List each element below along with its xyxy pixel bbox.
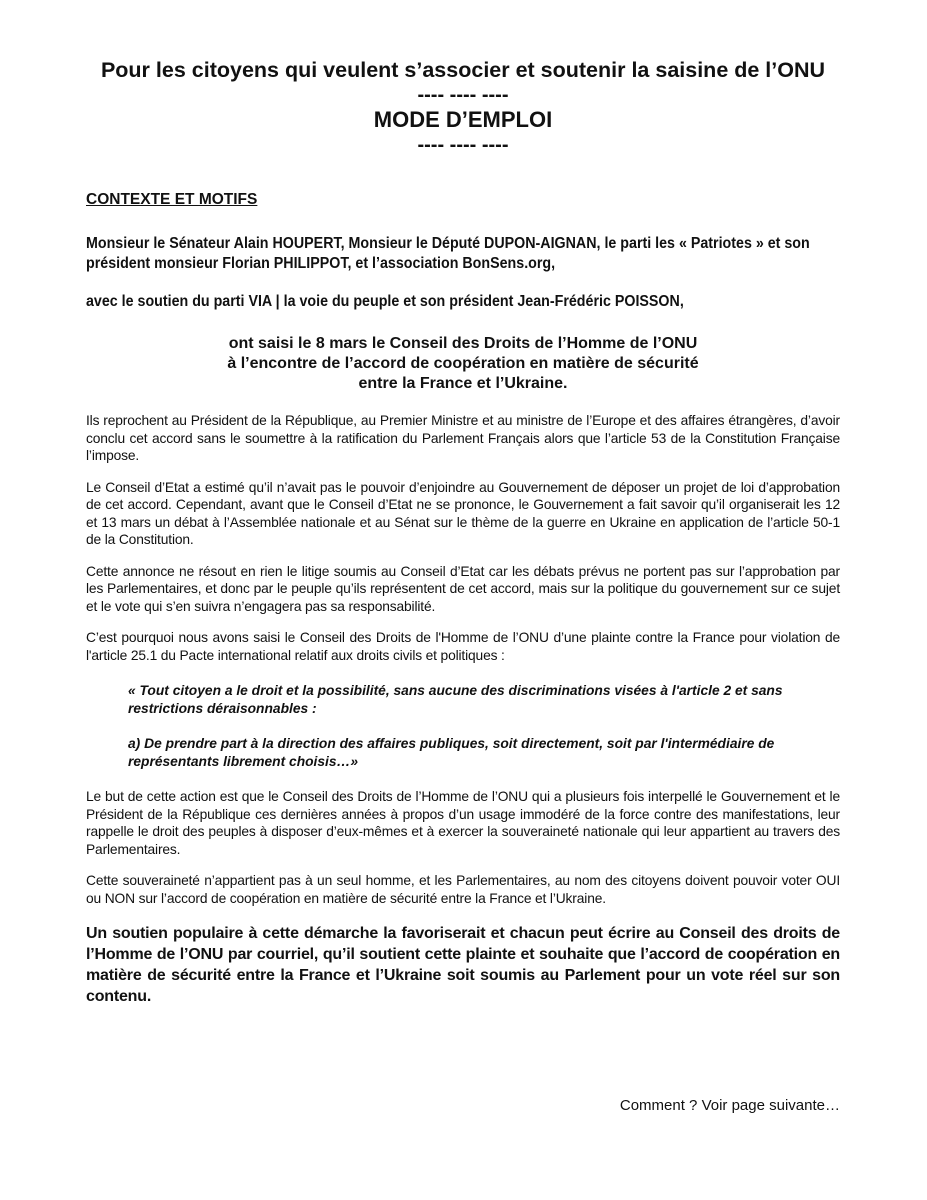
conclusion-call-to-action: Un soutien populaire à cette démarche la favoriserait et chacun peut écrire au Conseil des droits de l’Homme de l’ONU par courriel, qu’il soutient cette plainte et souhaite que l’accord de coopération en matière de sécurité entre la France et l’Ukraine soit soumis au Parlement pour un vote réel sur son contenu. (86, 925, 840, 1005)
document-page (86, 56, 840, 1007)
centered-line: ont saisi le 8 mars le Conseil des Droits de l’Homme de l’ONU (228, 335, 698, 352)
intro-signatories: Monsieur le Sénateur Alain HOUPERT, Monsieur le Député DUPON-AIGNAN, le parti les « Patriotes » et son président monsieur Florian PHILIPPOT, et l’association BonSens.org, (86, 235, 810, 272)
next-page-note: Comment ? Voir page suivante… (619, 1097, 840, 1114)
body-paragraph: Le Conseil d’Etat a estimé qu’il n’avait pas le pouvoir d’enjoindre au Gouvernement de déposer un projet de loi d’approbation de cet accord. Cependant, avant que le Conseil d’Etat ne se prononce, le Gouvernement a fait savoir qu’il organiserait les 12 et 13 mars un débat à l’Assemblée nationale et au Sénat sur le thème de la guerre en Ukraine en application de l’article 50-1 de la Constitution. (86, 479, 840, 547)
body-paragraph: Ils reprochent au Président de la République, au Premier Ministre et au ministre de l’Europe et des affaires étrangères, d’avoir conclu cet accord sans le soumettre à la ratification du Parlement Français alors que l’article 53 de la Constitution Française l’impose. (86, 413, 840, 463)
centered-line: à l’encontre de l’accord de coopération en matière de sécurité (227, 355, 699, 372)
document-title: Pour les citoyens qui veulent s’associer et soutenir la saisine de l’ONU (100, 58, 826, 82)
intro-support: avec le soutien du parti VIA | la voie du peuple et son président Jean-Frédéric POISSON, (86, 293, 684, 310)
body-paragraph: Cette annonce ne résout en rien le litige soumis au Conseil d’Etat car les débats prévus ne portent pas sur l’approbation par les Parlementaires, et donc par le peuple qu’ils représentent de cet accord, mais sur la politique du gouvernement sur ce sujet et le vote qui s’en suivra n’engagera pas sa responsabilité. (86, 563, 840, 614)
document-subtitle: MODE D’EMPLOI (373, 107, 553, 132)
body-paragraph: C’est pourquoi nous avons saisi le Conseil des Droits de l'Homme de l’ONU d’une plainte contre la France pour violation de l'article 25.1 du Pacte international relatif aux droits civils et politiques : (86, 630, 840, 663)
title-separator-bottom: ---- ---- ---- (417, 134, 509, 156)
title-separator-top: ---- ---- ---- (417, 84, 509, 106)
centered-statement (86, 334, 840, 394)
section-heading: CONTEXTE ET MOTIFS (86, 191, 258, 208)
quote-article-intro: « Tout citoyen a le droit et la possibilité, sans aucune des discriminations visées à l'article 2 et sans restrictions déraisonnables : (128, 683, 783, 716)
centered-line: entre la France et l’Ukraine. (358, 375, 568, 392)
quote-article-point-a: a) De prendre part à la direction des affaires publiques, soit directement, soit par l'intermédiaire de représentants librement choisis…» (128, 736, 775, 769)
body-paragraph: Le but de cette action est que le Conseil des Droits de l’Homme de l’ONU qui a plusieurs fois interpellé le Gouvernement et le Président de la République ces dernières années à propos d’un usage immodéré de la force contre des manifestations, leur rappelle le droit des peuples à disposer d’eux-mêmes et à exercer la souveraineté nationale qui leur appartient au travers des Parlementaires. (86, 789, 840, 857)
body-paragraph: Cette souveraineté n’appartient pas à un seul homme, et les Parlementaires, au nom des citoyens doivent pouvoir voter OUI ou NON sur l’accord de coopération en matière de sécurité entre la France et l’Ukraine. (86, 873, 840, 906)
